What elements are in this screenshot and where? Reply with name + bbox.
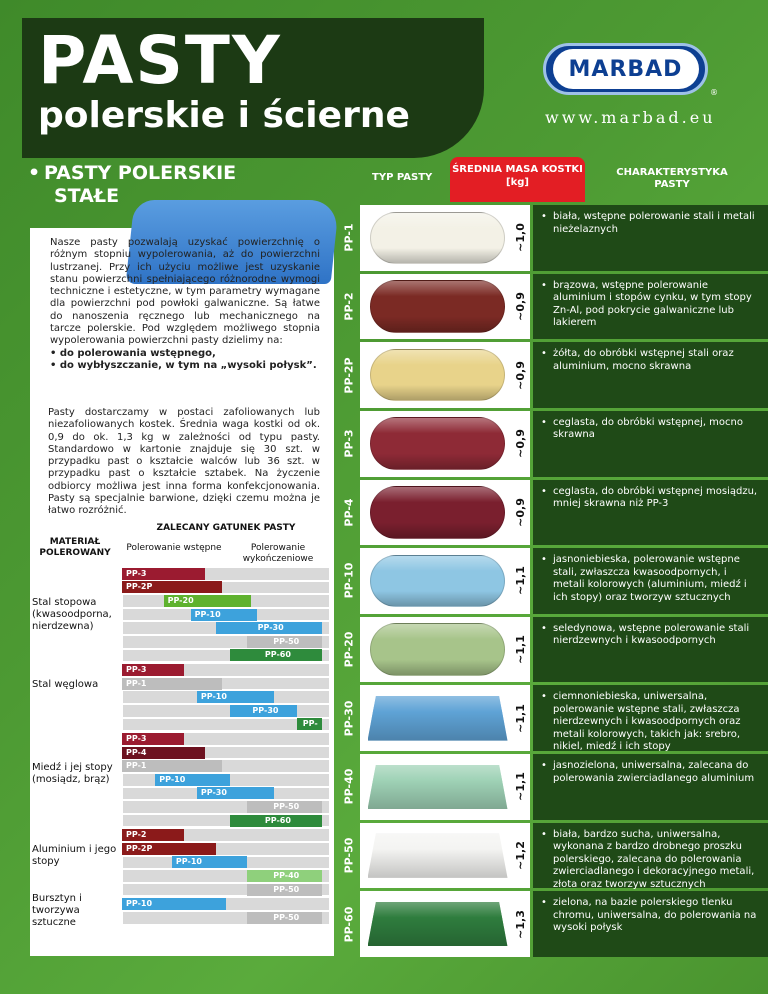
mass-value (510, 274, 530, 340)
product-code (338, 548, 360, 614)
product-description (533, 411, 768, 477)
bullet-icon: • (541, 348, 547, 360)
product-code-text: PP-50 (342, 837, 356, 874)
product-code-text: PP-2 (342, 292, 356, 321)
product-code-text: PP-20 (342, 631, 356, 668)
grade-bar: PP-3 (122, 733, 184, 745)
mass-text: ~1,3 (513, 909, 527, 939)
mass-text: ~0,9 (513, 497, 527, 527)
mass-text: ~1,1 (513, 635, 527, 664)
grade-bar: PP-50 (247, 801, 322, 813)
grade-bar: PP-60 (230, 649, 322, 661)
product-image (360, 823, 515, 889)
product-row (338, 823, 768, 889)
page-title: PASTY (38, 22, 282, 99)
description-text: jasnozielona, uniwersalna, zalecana do polerowania zwierciadlanego aluminium (553, 760, 755, 784)
grade-bar: PP-20 (164, 595, 251, 607)
intro-text (50, 237, 320, 372)
grade-header: ZALECANY GATUNEK PASTY (156, 523, 296, 533)
product-row (338, 411, 768, 477)
bullet-icon: • (541, 622, 547, 634)
product-code-text: PP-40 (342, 768, 356, 805)
product-image (360, 411, 515, 477)
product-code (338, 823, 360, 889)
mass-value (510, 342, 530, 408)
mass-text: ~1,0 (513, 223, 527, 253)
grade-bar: PP-60 (230, 815, 322, 827)
material-label: Bursztyn i tworzywa sztuczne (32, 893, 82, 928)
char-header-line1: CHARAKTERYSTYKA (616, 167, 728, 178)
description-text: ciemnoniebieska, uniwersalna, polerowanie wstępne stali, zwłaszcza nierdzewnych i kwasoodpornych oraz metali kolorowych, takich jak: srebro, nikiel, miedź i ich stopy (553, 691, 741, 753)
product-description (533, 823, 768, 889)
grade-bar: PP-3 (122, 568, 205, 580)
section-title-line2: STAŁE (54, 185, 120, 207)
mass-text: ~1,1 (513, 772, 527, 802)
product-code-text: PP-60 (342, 906, 356, 943)
product-row (338, 205, 768, 271)
product-image (360, 548, 515, 614)
paste-pp-4 (370, 486, 505, 539)
grade-bar: PP-2 (122, 829, 184, 841)
product-code (338, 891, 360, 957)
product-code (338, 617, 360, 683)
product-code (338, 205, 360, 271)
section-title-line1: PASTY POLERSKIE (44, 162, 237, 184)
mass-value (510, 205, 530, 271)
table-row (122, 704, 330, 718)
material-label: Stal stopowa (kwasoodporna, nierdzewna) (32, 596, 112, 632)
paste-pp-2p (370, 349, 505, 402)
bullet-icon: • (541, 416, 547, 428)
product-row (338, 685, 768, 751)
product-code-text: PP-30 (342, 700, 356, 737)
grade-bar: PP-10 (191, 609, 258, 621)
product-row (338, 274, 768, 340)
grade-bar: PP- (297, 718, 322, 730)
grade-bar: PP-50 (247, 912, 322, 924)
product-image (360, 342, 515, 408)
mass-text: ~0,9 (513, 429, 527, 459)
description-text: biała, wstępne polerowanie stali i metali nieżelaznych (553, 211, 755, 235)
bullet-icon: • (541, 760, 547, 772)
paste-pp-1 (370, 212, 505, 265)
grade-bar: PP-2P (122, 581, 222, 593)
product-description (533, 548, 768, 614)
product-description (533, 342, 768, 408)
product-row (338, 617, 768, 683)
mass-text: ~0,9 (513, 292, 527, 321)
material-header: MATERIAŁ POLEROWANY (39, 537, 111, 558)
column-preliminary: Polerowanie wstępne (126, 543, 222, 553)
product-row (338, 891, 768, 957)
product-description (533, 617, 768, 683)
mass-text: ~1,1 (513, 703, 527, 733)
mass-value (510, 891, 530, 957)
mass-value (510, 617, 530, 683)
mass-header-line1: ŚREDNIA MASA KOSTKI (452, 164, 583, 175)
bullet-icon: • (541, 554, 547, 566)
registered-mark: ® (710, 88, 718, 97)
paste-pp-60 (368, 902, 508, 947)
bullet-icon: • (541, 211, 547, 222)
mass-value (510, 411, 530, 477)
description-text: ceglasta, do obróbki wstępnej, mocno skrawna (553, 416, 743, 441)
product-image (360, 891, 515, 957)
material-label: Miedź i jej stopy (mosiądz, brąz) (32, 761, 113, 785)
grade-bar: PP-10 (197, 691, 274, 703)
material-label: Stal węglowa (32, 679, 99, 691)
description-text: żółta, do obróbki wstępnej stali oraz aluminium, mocno skrawna (553, 348, 734, 372)
product-image (360, 274, 515, 340)
website-url[interactable]: www.marbad.eu (545, 108, 716, 127)
grade-bar: PP-30 (230, 705, 297, 717)
product-image (360, 480, 515, 546)
bullet-icon: • (541, 485, 547, 497)
paste-pp-50 (368, 833, 508, 878)
bullet-icon: • (541, 897, 547, 909)
mass-value (510, 480, 530, 546)
description-text: biała, bardzo sucha, uniwersalna, wykonana z bardzo drobnego proszku polerskiego, zalecana do polerowania zwierciadlanego i dekoracyjnego metali, złota oraz tworzyw sztucznych (553, 828, 755, 890)
product-row (338, 342, 768, 408)
intro-paragraph: Nasze pasty pozwalają uzyskać powierzchnię o różnym stopniu wypolerowania, aż do powierzchni lustrzanej. Przy ich użyciu możliwe jest uzyskanie stanu powierzchni spełniającego różnorodne wymogi techniczne i estetyczne, w tym parametry wymagane dla powierzchni pod powłoki galwaniczne. Są łatwe do nanoszenia ręcznego lub mechanicznego na tarcze polerskie. Pod względem możliwego stopnia wypolerowania powierzchni pasty dzielimy na: (50, 237, 320, 347)
char-header-line2: PASTY (654, 179, 690, 190)
description-text: zielona, na bazie polerskiego tlenku chromu, uniwersalna, do polerowania na wysoki połysk (553, 897, 757, 934)
product-code (338, 685, 360, 751)
mass-value (510, 823, 530, 889)
paste-pp-20 (370, 623, 505, 676)
product-code (338, 411, 360, 477)
polish-types-list (50, 348, 320, 373)
grade-bar: PP-1 (122, 678, 222, 690)
product-code (338, 274, 360, 340)
material-label: Aluminium i jego stopy (32, 844, 117, 868)
product-image (360, 685, 515, 751)
mass-text: ~1,2 (513, 841, 527, 870)
description-text: ceglasta, do obróbki wstępnej mosiądzu, mniej skrawna niż PP-3 (553, 485, 758, 510)
grade-bar: PP-4 (122, 747, 205, 759)
product-description (533, 685, 768, 751)
grade-bar: PP-30 (197, 787, 274, 799)
product-row (338, 754, 768, 820)
grade-bar: PP-2P (122, 843, 216, 855)
paste-pp-30 (368, 696, 508, 741)
logo-inner (553, 49, 699, 89)
grade-bar: PP-50 (247, 636, 322, 648)
product-row (338, 480, 768, 546)
paste-pp-10 (370, 555, 505, 608)
product-description (533, 274, 768, 340)
list-item: • do wybłyszczanie, w tym na „wysoki połysk”. (50, 360, 320, 372)
mass-value (510, 685, 530, 751)
mass-text: ~1,1 (513, 566, 527, 596)
product-row (338, 548, 768, 614)
product-code-text: PP-3 (342, 429, 356, 458)
page-subtitle: polerskie i ścierne (38, 95, 410, 136)
product-image (360, 754, 515, 820)
grade-bar: PP-40 (247, 870, 322, 882)
grade-bar: PP-10 (155, 774, 230, 786)
grade-bar: PP-30 (216, 622, 322, 634)
product-code-text: PP-2P (342, 356, 356, 394)
product-image (360, 205, 515, 271)
product-code (338, 480, 360, 546)
paste-pp-40 (368, 765, 508, 810)
product-code-text: PP-4 (342, 498, 356, 527)
mass-value (510, 548, 530, 614)
grade-bar: PP-50 (247, 884, 322, 896)
mass-header-line2: [kg] (506, 177, 529, 188)
product-code (338, 342, 360, 408)
column-header-mass (450, 157, 585, 202)
description-text: jasnoniebieska, polerowanie wstępne stali, zwłaszcza kwasoodpornych, i metali kolorowych (aluminium, miedź i ich stopy) oraz tworzyw sztucznych (553, 554, 747, 603)
product-description (533, 480, 768, 546)
section-bullet: • (28, 162, 41, 184)
description-text: brązowa, wstępne polerowanie aluminium i stopów cynku, w tym stopy Zn-Al, pod pokrycie galwaniczne lub lakierem (553, 279, 752, 329)
grade-bar: PP-1 (122, 760, 222, 772)
column-finishing: Polerowanie wykończeniowe (242, 543, 314, 564)
product-code-text: PP-10 (342, 563, 356, 599)
product-description (533, 754, 768, 820)
grade-bar: PP-10 (122, 898, 226, 910)
product-code (338, 754, 360, 820)
grade-bar: PP-3 (122, 664, 184, 676)
product-description (533, 891, 768, 957)
product-image (360, 617, 515, 683)
delivery-text: Pasty dostarczamy w postaci zafoliowanych lub niezafoliowanych kostek. Średnia waga kostki od ok. 0,9 do ok. 1,3 kg w zależności od typu pasty. Standardowo w kartonie znajduje się 30 szt. w przypadku past o kształcie walców lub 36 szt. w przypadku past o kształcie sztabek. Na życzenie odbiorcy możliwa jest inna forma konfekcjonowania. Pasty są specjalnie barwione, dzięki czemu można je łatwo rozróżnić. (48, 407, 320, 517)
marbad-logo[interactable] (543, 43, 708, 95)
description-text: seledynowa, wstępne polerowanie stali nierdzewnych i kwasoodpornych (553, 622, 750, 647)
list-item: • do polerowania wstępnego, (50, 348, 320, 360)
bullet-icon: • (541, 828, 547, 840)
mass-text: ~0,9 (513, 360, 527, 390)
bullet-icon: • (541, 691, 547, 703)
logo-text: MARBAD (568, 56, 683, 82)
paste-pp-2 (370, 280, 505, 333)
grade-bar: PP-10 (172, 856, 247, 868)
paste-pp-3 (370, 417, 505, 470)
column-header-type: TYP PASTY (372, 172, 433, 183)
column-header-characteristics (602, 167, 742, 191)
product-description (533, 205, 768, 271)
bullet-icon: • (541, 279, 547, 291)
mass-value (510, 754, 530, 820)
product-code-text: PP-1 (342, 223, 356, 252)
